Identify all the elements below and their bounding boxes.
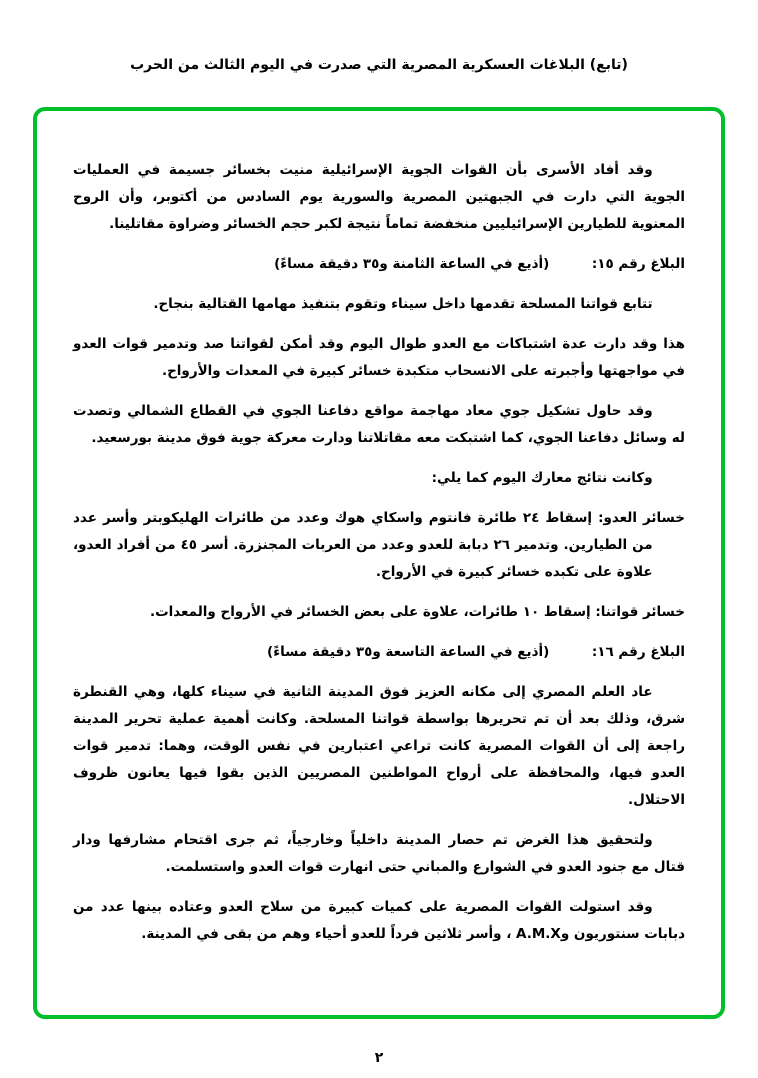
- bulletin-16-label: البلاغ رقم ١٦:: [591, 644, 685, 660]
- paragraph-city-siege: ولتحقيق هذا الغرض تم حصار المدينة داخلياً وخارجياً، ثم جرى اقتحام مشارفها ودار قتال مع جنود العدو في الشوارع والمباني حتى انهارت قوات العدو واستسلمت.: [73, 832, 685, 875]
- paragraph-air-attack: وقد حاول تشكيل جوي معاد مهاجمة مواقع دفاعنا الجوي في القطاع الشمالي وتصدت له وسائل دفاعنا الجوي، كما اشتبكت معه مقاتلاتنا ودارت معركة جوية فوق مدينة بورسعيد.: [73, 403, 685, 446]
- page-number: ٢: [374, 1050, 384, 1066]
- paragraph-our-losses: خسائر قواتنا: إسقاط ١٠ طائرات، علاوة على بعض الخسائر في الأرواح والمعدات.: [149, 604, 685, 620]
- bulletin-15-heading: [73, 251, 685, 278]
- paragraph-enemy-losses: خسائر العدو: إسقاط ٢٤ طائرة فانتوم واسكاي هوك وعدد من طائرات الهليكوبتر وأسر عدد من الطيارين. وتدمير ٢٦ دبابة للعدو وعدد من العربات المجنزرة. أسر ٤٥ من أفراد العدو، علاوة على تكبده خسائر كبيرة في الأرواح.: [73, 510, 685, 580]
- paragraph-flag-returns: عاد العلم المصري إلى مكانه العزيز فوق المدينة الثانية في سيناء كلها، وهي القنطرة شرق، وذلك بعد أن تم تحريرها بواسطة قواتنا المسلحة. وكانت أهمية عملية تحرير المدينة راجعة إلى أن القوات المصرية كانت تراعي اعتبارين في نفس الوقت، وهما: تدمير قوات العدو فيها، والمحافظة على أرواح المواطنين المصريين الذين بقوا فيها يعانون ظروف الاحتلال.: [73, 684, 685, 808]
- content-frame: [33, 107, 725, 1019]
- bulletin-16-broadcast-time: (أذيع في الساعة التاسعة و٣٥ دقيقة مساءً): [267, 644, 550, 660]
- paragraph-captured-equipment: وقد استولت القوات المصرية على كميات كبيرة من سلاح العدو وعتاده بينها عدد من دبابات سنتوريون وA.M.X ، وأسر ثلاثين فرداً للعدو أحياء وهم من بقى في المدينة.: [73, 899, 685, 942]
- bulletin-16-heading: [73, 639, 685, 666]
- page-title: (تابع) البلاغات العسكرية المصرية التي صدرت في اليوم الثالث من الحرب: [130, 57, 628, 73]
- bulletin-15-broadcast-time: (أذيع في الساعة الثامنة و٣٥ دقيقة مساءً): [274, 256, 550, 272]
- bulletin-15-label: البلاغ رقم ١٥:: [591, 256, 685, 272]
- paragraph-clashes: هذا وقد دارت عدة اشتباكات مع العدو طوال اليوم وقد أمكن لقواتنا صد وتدمير قوات العدو في مواجهتها وأجبرته على الانسحاب متكبدة خسائر كبيرة في المعدات والأرواح.: [73, 336, 685, 379]
- paragraph-forces-advance: تتابع قواتنا المسلحة تقدمها داخل سيناء وتقوم بتنفيذ مهامها القتالية بنجاح.: [153, 296, 653, 312]
- paragraph-prisoners-statement: وقد أفاد الأسرى بأن القوات الجوية الإسرائيلية منيت بخسائر جسيمة في العمليات الجوية التي دارت في الجبهتين المصرية والسورية يوم السادس من أكتوبر، وأن الروح المعنوية للطيارين الإسرائيليين منخفضة تماماً نتيجة لكبر حجم الخسائر وضراوة مقاتلينا.: [73, 162, 685, 232]
- paragraph-results-intro: وكانت نتائج معارك اليوم كما يلي:: [431, 470, 653, 486]
